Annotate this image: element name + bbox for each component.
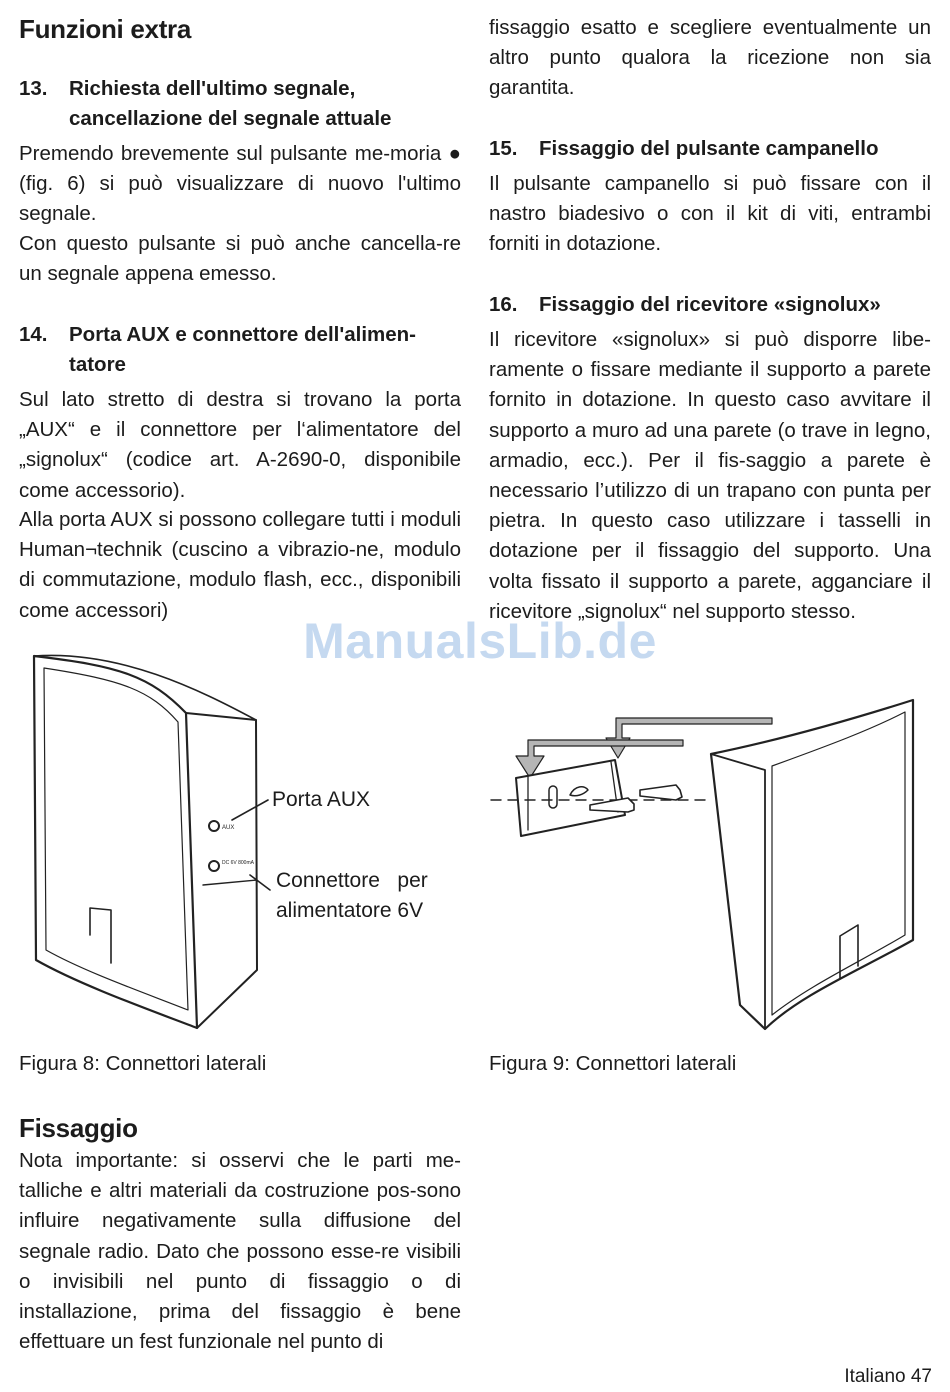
device-text-aux: AUX xyxy=(222,825,235,831)
screw-1 xyxy=(640,785,682,800)
section-14-paragraph-2: Alla porta AUX si possono collegare tutti i moduli Human¬technik (cuscino a vibrazio-ne, modulo di commutazione, modulo flash, ecc., disponibili come accessori) xyxy=(19,508,461,622)
connector-leader-line xyxy=(250,875,270,890)
section-13-number: 13. xyxy=(19,77,48,100)
section-13-heading-line2: cancellazione del segnale attuale xyxy=(69,107,392,130)
continued-paragraph: fissaggio esatto e scegliere eventualmente un altro punto qualora la ricezione non sia garantita. xyxy=(489,16,931,100)
section-14-number: 14. xyxy=(19,323,48,346)
dc-jack xyxy=(209,861,219,871)
section-16-heading-text: Fissaggio del ricevitore «signolux» xyxy=(539,293,881,316)
figure-8-illustration xyxy=(0,640,475,1040)
figure-9-caption: Figura 9: Connettori laterali xyxy=(489,1052,737,1075)
section-13-heading-line1: Richiesta dell'ultimo segnale, xyxy=(69,77,356,100)
receiver-front-outline xyxy=(711,700,913,1029)
device-text-dc: DC 6V 800mA xyxy=(222,860,254,866)
device-front-outline xyxy=(34,656,197,1028)
figure-8-caption: Figura 8: Connettori laterali xyxy=(19,1052,267,1075)
section-16-paragraph: Il ricevitore «signolux» si può disporre libe-ramente o fissare mediante il supporto a parete fornito in dotazione. In questo caso avvitare il supporto a muro ad una parete (o trave in legno, armadio, ecc.). Per il fis-saggio a parete è necessario l’utilizzo di un trapano con punta per pietra. In questo caso utilizzare i tasselli in dotazione per il fissaggio del supporto. Una volta fissato il supporto a parete, agganciare il ricevitore „signolux“ nel supporto stesso. xyxy=(489,328,931,623)
fissaggio-paragraph: Nota importante: si osservi che le parti me-talliche e altri materiali da costruzione pos-sono influire negativamente sulla diffusione del segnale radio. Dato che possono esse-re visibili o invisibili nel punto di fissaggio o di installazione, prima del fissaggio è bene effettuare un fest funzionale nel punto di xyxy=(19,1149,461,1354)
device-front-inner-edge xyxy=(44,668,188,1010)
section-15-heading-text: Fissaggio del pulsante campanello xyxy=(539,137,879,160)
label-porta-aux: Porta AUX xyxy=(272,788,371,811)
section-13-paragraph-1: Premendo brevemente sul pulsante me-moria ● (fig. 6) si può visualizzare di nuovo l'ultimo segnale. xyxy=(19,142,461,226)
label-connettore-line1: Connettore per xyxy=(276,869,428,892)
section-13-heading xyxy=(19,74,461,134)
bracket-slot xyxy=(549,786,557,808)
section-title-fissaggio: Fissaggio xyxy=(19,1113,138,1143)
section-15-heading xyxy=(489,134,931,164)
watermark: ManualsLib.de xyxy=(303,613,657,669)
device-button xyxy=(90,908,111,963)
section-15-number: 15. xyxy=(489,137,518,160)
section-14-heading-line1: Porta AUX e connettore dell'alimen- xyxy=(69,323,416,346)
section-14-heading xyxy=(19,320,461,380)
device-side-panel xyxy=(186,713,257,1028)
aux-jack xyxy=(209,821,219,831)
section-16-heading xyxy=(489,290,931,320)
device-top-edge xyxy=(34,655,256,720)
section-16-number: 16. xyxy=(489,293,518,316)
page-footer: Italiano 47 xyxy=(844,1366,932,1387)
section-14-heading-line2: tatore xyxy=(69,353,126,376)
section-13-paragraph-2: Con questo pulsante si può anche cancella-re un segnale appena emesso. xyxy=(19,232,461,286)
section-title-funzioni-extra: Funzioni extra xyxy=(19,14,192,44)
section-14-paragraph-1: Sul lato stretto di destra si trovano la porta „AUX“ e il connettore per l‘alimentatore del „signolux“ (codice art. A-2690-0, disponibile come accessorio). xyxy=(19,388,461,502)
figure-9-illustration xyxy=(470,680,940,1040)
device-side-seam xyxy=(203,880,257,885)
section-15-paragraph: Il pulsante campanello si può fissare con il nastro biadesivo o con il kit di viti, entrambi forniti in dotazione. xyxy=(489,172,931,256)
label-connettore-line2: alimentatore 6V xyxy=(276,899,424,922)
aux-leader-line xyxy=(232,800,268,820)
